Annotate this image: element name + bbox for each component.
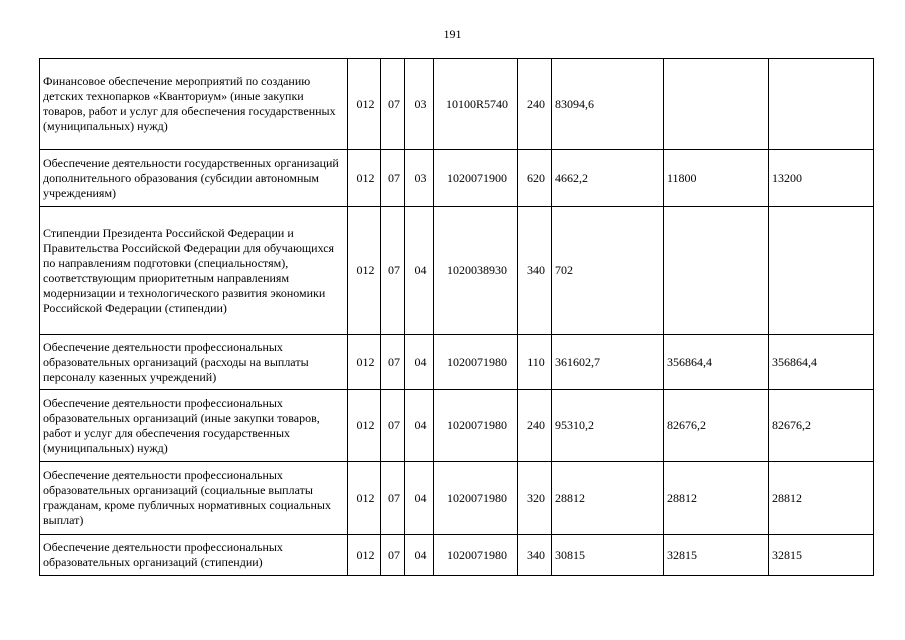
table-row bbox=[40, 59, 874, 150]
row-name: Обеспечение деятельности профессиональных образовательных организаций (социальные выплаты гражданам, кроме публичных нормативных социальных выплат) bbox=[40, 462, 348, 535]
target-code: 1020071980 bbox=[434, 390, 518, 462]
expense-type-code: 240 bbox=[518, 390, 552, 462]
target-code: 1020071980 bbox=[434, 335, 518, 390]
ministry-code: 012 bbox=[348, 535, 381, 576]
row-name: Обеспечение деятельности профессиональных образовательных организаций (расходы на выплаты персоналу казенных учреждений) bbox=[40, 335, 348, 390]
section-code: 07 bbox=[381, 390, 405, 462]
sum-year-1: 28812 bbox=[552, 462, 664, 535]
row-name: Финансовое обеспечение мероприятий по созданию детских технопарков «Кванториум» (иные закупки товаров, работ и услуг для обеспечения государственных (муниципальных) нужд) bbox=[40, 59, 348, 150]
sum-year-3: 356864,4 bbox=[769, 335, 874, 390]
expense-type-code: 240 bbox=[518, 59, 552, 150]
sum-year-2 bbox=[664, 207, 769, 335]
expense-type-code: 340 bbox=[518, 535, 552, 576]
subsection-code: 04 bbox=[405, 462, 434, 535]
row-name: Стипендии Президента Российской Федерации и Правительства Российской Федерации для обучающихся по направлениям подготовки (специальностям), соответствующим приоритетным направлениям модернизации и технологического развития экономики Российской Федерации (стипендии) bbox=[40, 207, 348, 335]
ministry-code: 012 bbox=[348, 335, 381, 390]
expense-type-code: 620 bbox=[518, 150, 552, 207]
ministry-code: 012 bbox=[348, 59, 381, 150]
sum-year-3 bbox=[769, 207, 874, 335]
subsection-code: 04 bbox=[405, 335, 434, 390]
section-code: 07 bbox=[381, 59, 405, 150]
target-code: 1020071980 bbox=[434, 462, 518, 535]
sum-year-2: 356864,4 bbox=[664, 335, 769, 390]
table-row bbox=[40, 150, 874, 207]
row-name: Обеспечение деятельности государственных организаций дополнительного образования (субсидии автономным учреждениям) bbox=[40, 150, 348, 207]
sum-year-2: 82676,2 bbox=[664, 390, 769, 462]
expense-type-code: 340 bbox=[518, 207, 552, 335]
section-code: 07 bbox=[381, 462, 405, 535]
sum-year-1: 95310,2 bbox=[552, 390, 664, 462]
ministry-code: 012 bbox=[348, 150, 381, 207]
table-row bbox=[40, 535, 874, 576]
sum-year-1: 30815 bbox=[552, 535, 664, 576]
row-name: Обеспечение деятельности профессиональных образовательных организаций (иные закупки товаров, работ и услуг для обеспечения государственных (муниципальных) нужд) bbox=[40, 390, 348, 462]
sum-year-3: 32815 bbox=[769, 535, 874, 576]
row-name: Обеспечение деятельности профессиональных образовательных организаций (стипендии) bbox=[40, 535, 348, 576]
table-row bbox=[40, 462, 874, 535]
sum-year-2: 28812 bbox=[664, 462, 769, 535]
budget-table bbox=[39, 58, 874, 576]
ministry-code: 012 bbox=[348, 207, 381, 335]
sum-year-1: 361602,7 bbox=[552, 335, 664, 390]
sum-year-2: 32815 bbox=[664, 535, 769, 576]
ministry-code: 012 bbox=[348, 390, 381, 462]
subsection-code: 04 bbox=[405, 535, 434, 576]
target-code: 10100R5740 bbox=[434, 59, 518, 150]
subsection-code: 03 bbox=[405, 150, 434, 207]
ministry-code: 012 bbox=[348, 462, 381, 535]
subsection-code: 04 bbox=[405, 390, 434, 462]
subsection-code: 03 bbox=[405, 59, 434, 150]
target-code: 1020071900 bbox=[434, 150, 518, 207]
page-number: 191 bbox=[443, 27, 462, 41]
sum-year-1: 83094,6 bbox=[552, 59, 664, 150]
section-code: 07 bbox=[381, 535, 405, 576]
sum-year-3: 28812 bbox=[769, 462, 874, 535]
section-code: 07 bbox=[381, 207, 405, 335]
section-code: 07 bbox=[381, 150, 405, 207]
target-code: 1020071980 bbox=[434, 535, 518, 576]
table-row bbox=[40, 207, 874, 335]
sum-year-2 bbox=[664, 59, 769, 150]
expense-type-code: 110 bbox=[518, 335, 552, 390]
sum-year-1: 702 bbox=[552, 207, 664, 335]
sum-year-3: 13200 bbox=[769, 150, 874, 207]
sum-year-3: 82676,2 bbox=[769, 390, 874, 462]
sum-year-1: 4662,2 bbox=[552, 150, 664, 207]
sum-year-3 bbox=[769, 59, 874, 150]
target-code: 1020038930 bbox=[434, 207, 518, 335]
table-row bbox=[40, 335, 874, 390]
subsection-code: 04 bbox=[405, 207, 434, 335]
section-code: 07 bbox=[381, 335, 405, 390]
expense-type-code: 320 bbox=[518, 462, 552, 535]
table-row bbox=[40, 390, 874, 462]
sum-year-2: 11800 bbox=[664, 150, 769, 207]
